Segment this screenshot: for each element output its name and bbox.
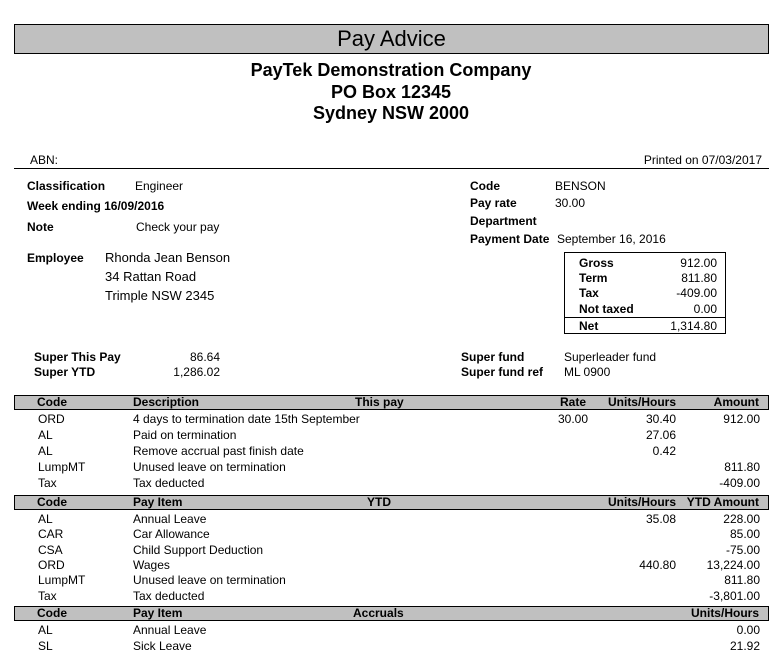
section-ytd: YTD <box>367 495 391 509</box>
row-rate: 30.00 <box>557 412 588 426</box>
row-ytd-amount: 811.80 <box>724 573 760 588</box>
row-description: Remove accrual past finish date <box>133 444 304 458</box>
row-rate <box>520 444 588 459</box>
row-code: AL <box>38 428 53 442</box>
payrate-label: Pay rate <box>470 196 517 210</box>
row-code: LumpMT <box>38 460 86 474</box>
abn-label: ABN: <box>30 153 59 167</box>
row-description: 4 days to termination date 15th September <box>133 412 360 426</box>
row-pay-item: Car Allowance <box>133 527 210 542</box>
row-rate <box>520 476 588 491</box>
classification-label: Classification <box>27 179 106 193</box>
row-pay-item: Unused leave on termination <box>133 573 286 588</box>
row-code: AL <box>38 623 53 637</box>
super-this-pay-value: 86.64 <box>189 350 220 364</box>
gross-value: 912.00 <box>680 256 717 270</box>
summary-not-taxed <box>565 302 725 317</box>
row-code: ORD <box>38 557 65 572</box>
tax-value: -409.00 <box>676 286 717 300</box>
row-code: LumpMT <box>38 573 86 588</box>
employee-name: Rhonda Jean Benson <box>105 250 231 265</box>
department-label: Department <box>470 214 537 228</box>
row-pay-item: Annual Leave <box>133 623 207 637</box>
payment-date-label: Payment Date <box>470 232 550 246</box>
net-value: 1,314.80 <box>670 319 717 333</box>
row-ytd-amount: -75.00 <box>725 542 760 557</box>
row-rate <box>520 460 588 475</box>
term-value: 811.80 <box>681 271 717 285</box>
row-ytd-amount: 13,224.00 <box>706 557 760 572</box>
summary-net <box>565 319 725 334</box>
row-units: 0.42 <box>652 444 676 458</box>
tax-label: Tax <box>579 286 599 300</box>
code-value: BENSON <box>555 179 606 193</box>
row-units <box>600 476 676 491</box>
week-ending: Week ending 16/09/2016 <box>27 199 165 213</box>
col-pay-item: Pay Item <box>133 495 183 509</box>
row-code: CAR <box>38 527 64 542</box>
col-rate: Rate <box>559 395 586 409</box>
summary-term <box>565 271 725 286</box>
col-pay-item: Pay Item <box>133 606 183 620</box>
super-fund-label: Super fund <box>461 350 525 364</box>
col-code: Code <box>37 395 67 409</box>
company-address-line1: PO Box 12345 <box>330 82 452 102</box>
row-units: 440.80 <box>639 557 676 572</box>
header-divider <box>14 168 769 169</box>
row-units <box>600 460 676 475</box>
term-label: Term <box>579 271 608 285</box>
col-amount: Amount <box>713 395 759 409</box>
employee-address-line2: Trimple NSW 2345 <box>105 288 215 303</box>
classification-value: Engineer <box>135 179 184 193</box>
super-fund-value: Superleader fund <box>564 350 657 364</box>
row-ytd-amount: 228.00 <box>723 512 760 526</box>
super-this-pay-label: Super This Pay <box>34 350 121 364</box>
row-ytd-amount: 85.00 <box>729 527 760 542</box>
row-pay-item: Tax deducted <box>133 588 205 603</box>
row-pay-item: Wages <box>133 557 170 572</box>
super-fund-ref-label: Super fund ref <box>461 365 544 379</box>
note-label: Note <box>27 220 54 234</box>
summary-gross <box>565 256 725 271</box>
row-pay-item: Annual Leave <box>133 512 207 526</box>
row-code: AL <box>38 444 53 458</box>
row-description: Tax deducted <box>133 476 205 490</box>
row-code: AL <box>38 512 53 526</box>
row-code: Tax <box>38 476 57 490</box>
company-address-line2: Sydney NSW 2000 <box>312 103 470 123</box>
row-units: 0.00 <box>736 623 760 637</box>
row-units: 30.40 <box>645 412 676 426</box>
row-amount <box>680 428 760 443</box>
row-pay-item: Child Support Deduction <box>133 542 264 557</box>
code-label: Code <box>470 179 500 193</box>
note-value: Check your pay <box>136 220 220 234</box>
employee-address-line1: 34 Rattan Road <box>105 269 197 284</box>
printed-date: Printed on 07/03/2017 <box>643 153 762 167</box>
col-ytd-amount: YTD Amount <box>686 495 759 509</box>
row-ytd-amount: -3,801.00 <box>709 588 760 603</box>
col-code: Code <box>37 606 67 620</box>
row-units: 35.08 <box>645 512 676 526</box>
row-description: Unused leave on termination <box>133 460 286 474</box>
row-units <box>600 589 676 604</box>
accruals-header <box>14 606 769 621</box>
row-amount: 811.80 <box>724 460 760 474</box>
row-units: 27.06 <box>645 428 676 442</box>
section-accruals: Accruals <box>353 606 404 620</box>
row-units <box>600 543 676 558</box>
col-description: Description <box>133 395 200 409</box>
row-amount: -409.00 <box>719 476 760 490</box>
row-description: Paid on termination <box>133 428 237 442</box>
row-units <box>600 573 676 588</box>
col-units: Units/Hours <box>690 606 759 620</box>
super-fund-ref-value: ML 0900 <box>564 365 611 379</box>
net-label: Net <box>579 319 599 333</box>
super-ytd-label: Super YTD <box>34 365 96 379</box>
row-code: ORD <box>38 412 65 426</box>
payrate-value: 30.00 <box>555 196 586 210</box>
ytd-header <box>14 495 769 510</box>
col-code: Code <box>37 495 67 509</box>
row-units <box>600 527 676 542</box>
row-pay-item: Sick Leave <box>133 639 192 653</box>
row-amount <box>680 444 760 459</box>
row-code: Tax <box>38 588 57 603</box>
col-units: Units/Hours <box>607 395 676 409</box>
gross-label: Gross <box>579 256 614 270</box>
row-rate <box>520 428 588 443</box>
super-ytd-value: 1,286.02 <box>173 365 220 379</box>
document-title: Pay Advice <box>14 24 769 54</box>
pay-summary-box <box>564 252 726 334</box>
not-taxed-value: 0.00 <box>693 302 717 316</box>
this-pay-header <box>14 395 769 410</box>
company-name: PayTek Demonstration Company <box>250 60 532 80</box>
row-amount: 912.00 <box>723 412 760 426</box>
summary-tax <box>565 286 725 301</box>
section-this-pay: This pay <box>355 395 404 409</box>
row-code: SL <box>38 639 53 653</box>
employee-label: Employee <box>27 251 84 265</box>
payment-date-value: September 16, 2016 <box>557 232 666 246</box>
summary-divider <box>565 317 725 318</box>
row-units: 21.92 <box>729 639 760 653</box>
row-code: CSA <box>38 542 63 557</box>
not-taxed-label: Not taxed <box>579 302 634 316</box>
col-units: Units/Hours <box>607 495 676 509</box>
